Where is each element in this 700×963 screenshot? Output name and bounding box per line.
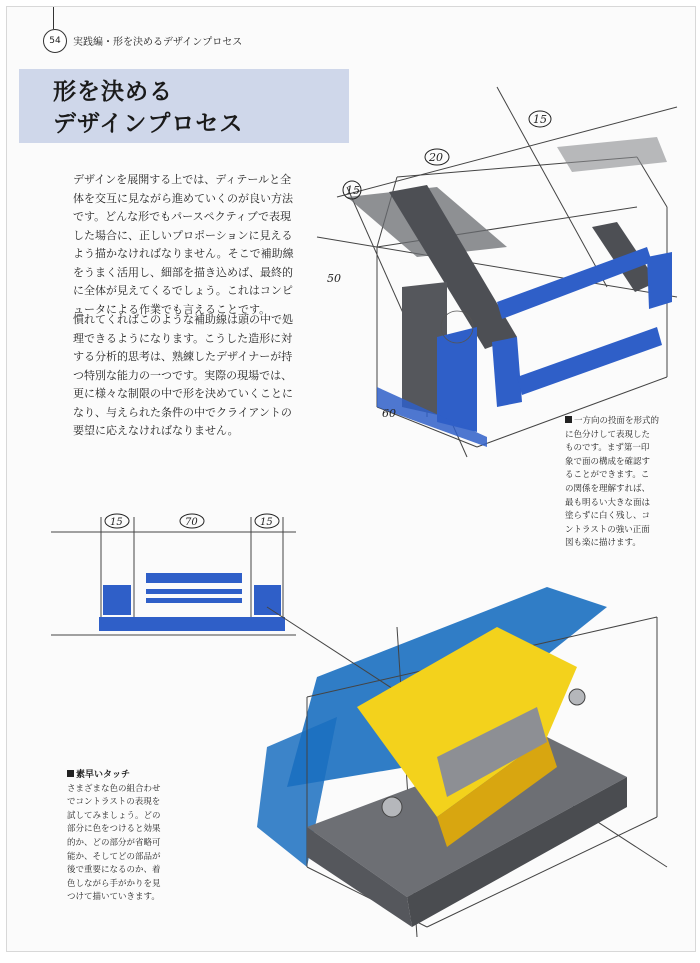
- front-dim-left: 15: [110, 517, 123, 528]
- caption-planes: [565, 415, 675, 551]
- paragraph-1: デザインを展開する上では、ディテールと全 体を交互に見ながら進めていくのが良い方法 です。どんな形でもパースペクティブで表現 した場合に、正しいプロポーションに見える よう描かなければなりません。そこで補助線 をうまく活用し、細部を描き込めば、最終的 に全体が見えてくるでしょう。これはコンピ ュータによる作業でも言えることです。: [73, 173, 294, 316]
- book-page: [6, 6, 696, 952]
- dim-label-60: 60: [382, 407, 396, 420]
- running-head: 実践編・形を決めるデザインプロセス: [73, 37, 243, 48]
- bullet-square-icon: [67, 770, 74, 777]
- dim-label-50: 50: [327, 272, 341, 285]
- paragraph-2: 慣れてくればこのような補助線は頭の中で処 理できるようになります。こうした造形に対 する分析的思考は、熟練したデザイナーが持 つ特別な能力の一つです。実際の現場では、 更に様々な制限の中で形を決めていくことに なり、与えられた条件の中でクライアントの 要望に応えなければなりません。: [73, 313, 293, 437]
- page-number-line: [53, 7, 54, 29]
- caption-planes-text: 一方向の投面を形式的 に色分けして表現した ものです。まず第一印 象で面の構成を確認す ることができます。こ の関係を理解すれば、 最も明るい大きな面は 塗らずに白く残し、コ ントラストの強い正面 図も楽に描けます。: [565, 416, 660, 549]
- bullet-square-icon: [565, 416, 572, 423]
- dim-label-15b: 15: [533, 113, 547, 126]
- front-dim-right: 15: [260, 517, 273, 528]
- caption-quick-touch-body: さまざまな色の組合わせ でコントラストの表現を 試してみましょう。どの 部分に色をつけると効果 的か、どの部分が省略可 能か、そしてどの部品が 後で重要になるのか、着 色しながら手がかりを見 つけて描いていきます。: [67, 783, 161, 903]
- page-title-line2: デザインプロセス: [53, 111, 244, 137]
- front-dim-mid: 70: [185, 517, 198, 528]
- page-title-line1: 形を決める: [53, 79, 173, 105]
- caption-quick-touch-heading: 素早いタッチ: [76, 770, 131, 780]
- caption-quick-touch: [67, 769, 185, 905]
- dim-label-20: 20: [429, 151, 443, 164]
- page-number: 54: [43, 29, 67, 53]
- dim-label-15: 15: [346, 184, 360, 197]
- object-rendering-sketch: [247, 567, 687, 947]
